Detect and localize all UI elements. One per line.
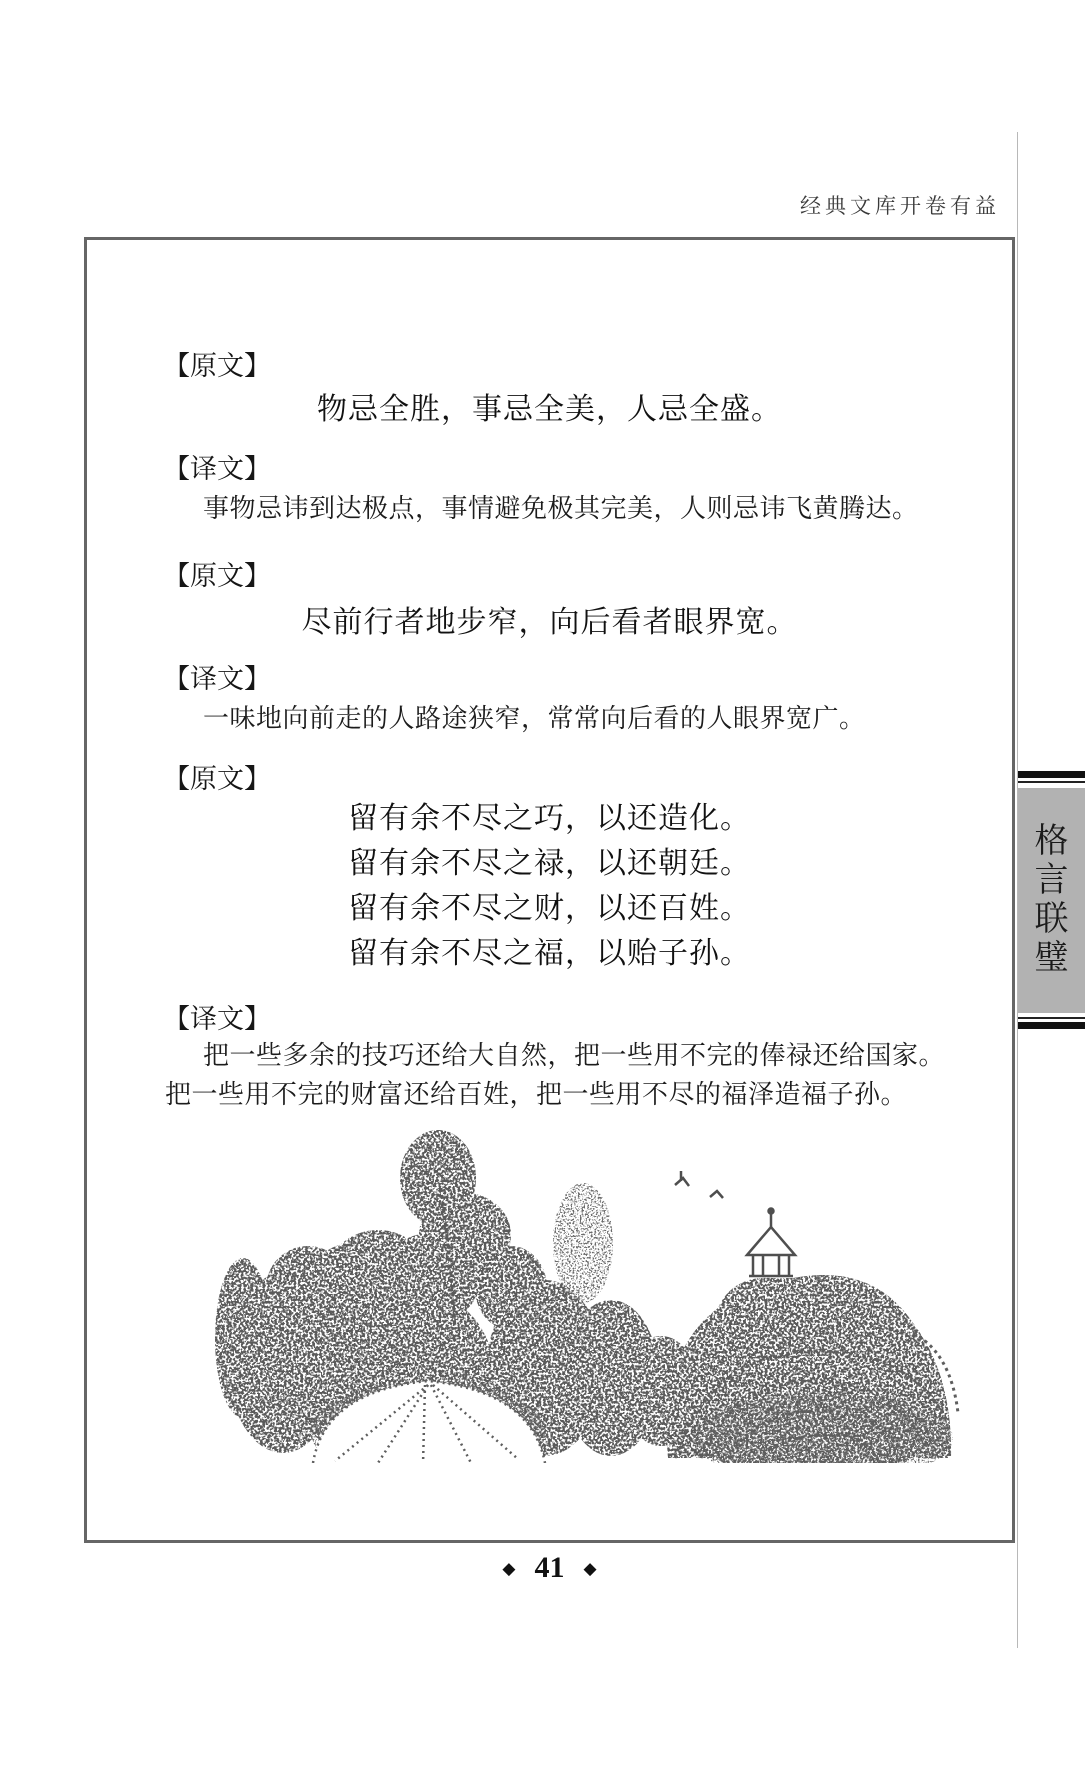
tab-char: 联 <box>1034 901 1069 938</box>
translation-line: 把一些多余的技巧还给大自然，把一些用不完的俸禄还给国家。 <box>203 1041 946 1070</box>
content-box <box>84 237 1015 1543</box>
diamond-ornament-icon: ◆ <box>502 1559 516 1578</box>
section-label-translation: 【译文】 <box>163 454 271 484</box>
diamond-ornament-icon: ◆ <box>583 1559 597 1578</box>
translation-text: 事物忌讳到达极点，事情避免极其完美，人则忌讳飞黄腾达。 <box>203 494 919 523</box>
tab-char: 格 <box>1034 823 1069 860</box>
tab-top-line <box>1018 781 1085 783</box>
aphorism-line: 留有余不尽之巧，以还造化。 <box>348 802 751 835</box>
section-label-translation: 【译文】 <box>163 664 271 694</box>
aphorism-line: 留有余不尽之福，以贻子孙。 <box>348 937 751 970</box>
tab-bottom-bar <box>1018 1022 1085 1029</box>
aphorism-line: 留有余不尽之财，以还百姓。 <box>348 892 751 925</box>
section-label-original: 【原文】 <box>163 561 271 591</box>
section-label-original: 【原文】 <box>163 351 271 381</box>
page-footer <box>84 1551 1015 1585</box>
chapter-tab <box>1018 771 1085 1030</box>
aphorism-line: 留有余不尽之禄，以还朝廷。 <box>348 847 751 880</box>
page-number: 41 <box>534 1551 565 1584</box>
translation-text: 一味地向前走的人路途狭窄，常常向后看的人眼界宽广。 <box>203 704 866 733</box>
tab-char: 璧 <box>1034 940 1069 977</box>
translation-line: 把一些用不完的财富还给百姓，把一些用不尽的福泽造福子孙。 <box>165 1080 908 1109</box>
section-label-original: 【原文】 <box>163 764 271 794</box>
tab-top-bar <box>1018 771 1085 778</box>
chapter-tab-panel <box>1018 788 1085 1013</box>
aphorism-text: 尽前行者地步窄，向后看者眼界宽。 <box>301 606 798 639</box>
section-label-translation: 【译文】 <box>163 1004 271 1034</box>
running-header: 经典文库开卷有益 <box>800 194 1000 218</box>
ink-landscape-pines-rocks-pavilion-icon <box>213 1123 963 1463</box>
pavilion-icon <box>747 1209 795 1277</box>
tab-char: 言 <box>1034 862 1069 899</box>
tab-bottom-line <box>1018 1017 1085 1019</box>
aphorism-text: 物忌全胜，事忌全美，人忌全盛。 <box>317 393 782 426</box>
aphorism-group <box>87 796 1012 976</box>
translation-block <box>165 1036 1021 1114</box>
